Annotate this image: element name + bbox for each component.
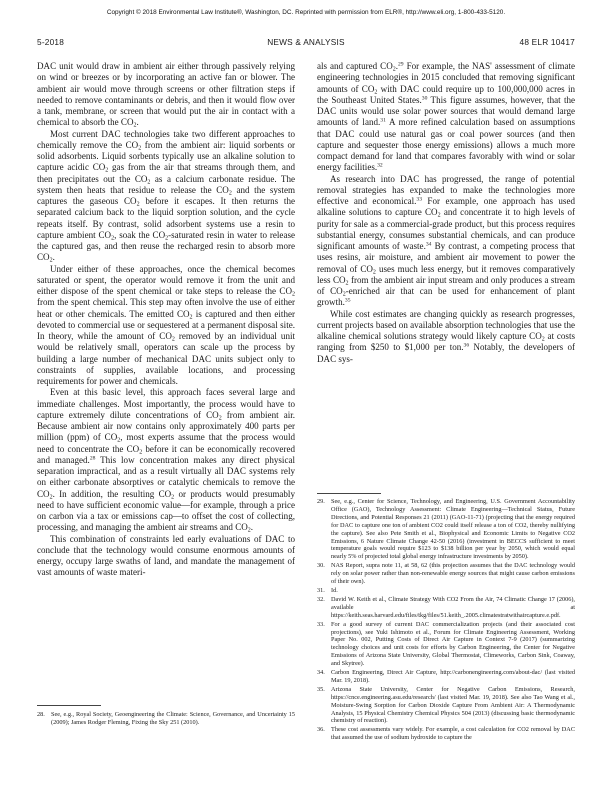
- paragraph: While cost estimates are changing quickly as research progresses, current projects based on available absorption technologies that use the alkaline chemical solutions strategy would likely capture $CO_2$ at costs ranging from $250 to $1,000 per ton.$^{36}$ Notably, the developers of DAC sys-: [317, 308, 575, 364]
- footnote: 28. See, e.g., Royal Society, Geoengineering the Climate: Science, Governance, and Uncertainty 15 (2009); James Rodger Fleming, Fixing the Sky 251 (2010).: [37, 711, 295, 726]
- footnote: 30. NAS Report, supra note 11, at 58, 62 (this projection assumes that the DAC technology would rely on solar power rather than non-renewable energy sources that might cause carbon emissions of their own).: [317, 562, 575, 586]
- footnotes-left: [37, 711, 295, 728]
- page-citation: 48 ELR 10417: [519, 37, 575, 47]
- paragraph: als and captured $CO_2.^{29}$ For example, the NAS' assessment of climate engineering technologies in 2015 concluded that removing significant amounts of $CO_2$ with DAC could require up to 100,000,000 acres in the Southeast United States.$^{30}$ This figure assumes, however, that the DAC units would use solar power sources that would demand large amounts of land.$^{31}$ A more refined calculation based on assumptions that DAC could use natural gas or coal power sources (and then capture and sequester those energy emissions) allows a much more compact demand for land that compares favorably with wind or solar energy facilities.$^{32}$: [317, 61, 576, 173]
- footnote: 29. See, e.g., Center for Science, Technology, and Engineering, U.S. Government Accountability Office (GAO), Technology Assessment: Climate Engineering—Technical Status, Future Directions, and Potential Responses 21 (2011) (GAO-11-71) (projecting that the energy required for DAC to capture one ton of ambient CO2 could itself release a ton of CO2, thereby nullifying the capture). See also Pete Smith et al., Biophysical and Economic Limits to Negative CO2 Emissions, 6 Nature Climate Change 42-50 (2016) (investment in BECCS sufficient to meet temperature goals would require $123 to $138 billion per year by 2050, which would equal nearly 5% of projected total global energy infrastructure investments by 2050).: [317, 498, 575, 561]
- journal-section-title: NEWS & ANALYSIS: [267, 37, 345, 47]
- paragraph: As research into DAC has progressed, the range of potential removal strategies has expanded to make the technologies more effective and economical.$^{33}$ For example, one approach has used alkaline solutions to capture $CO_2$ and concentrate it to high levels of purity for sale as a commercial-grade product, but this process requires substantial energy, consumes substantial chemicals, and can produce significant amounts of waste.$^{34}$ By contrast, a competing process that uses resins, air moisture, and ambient air movement to power the removal of $CO_2$ uses much less energy, but it removes comparatively less $CO_2$ from the ambient air input stream and only produces a stream of $CO_2$-enriched air that can be used for enhancement of plant growth.$^{35}$: [317, 173, 575, 308]
- footnote: 36. These cost assessments vary widely. For example, a cost calculation for CO2 removal by DAC that assumed the use of sodium hydroxide to capture the: [317, 726, 575, 742]
- left-column: [37, 61, 295, 579]
- footnote: 35. Arizona State University, Center for Negative Carbon Emissions, Research, https://cnce.engineering.asu.edu/research/ (last visited Mar. 19, 2018). See also Tao Wang et al., Moisture-Swing Sorption for Carbon Dioxide Capture From Ambient Air: A Thermodynamic Analysis, 15 Physical Chemistry Chemical Physics 504 (2013) (discussing basic thermodynamic chemistry of reaction).: [317, 685, 575, 725]
- footnote-ref[interactable]: 34: [425, 241, 432, 248]
- issue-date: 5-2018: [37, 37, 65, 47]
- footnote-ref[interactable]: 28: [89, 455, 96, 462]
- footnote-ref[interactable]: 35: [344, 297, 351, 304]
- paragraph: This combination of constraints led early evaluations of DAC to conclude that the technology would consume enormous amounts of energy, occupy large swaths of land, and mandate the management of vast amounts of waste materi-: [37, 533, 295, 578]
- footnote: 34. Carbon Engineering, Direct Air Capture, http://carbonengineering.com/about-dac/ (last visited Mar. 19, 2018).: [317, 669, 575, 684]
- paragraph: Under either of these approaches, once the chemical becomes saturated or spent, the operator would remove it from the unit and either dispose of the spent chemical or take steps to release the $CO_2$ from the spent chemical. This step may often involve the use of either heat or other chemicals. The emitted $CO_2$ is captured and then either devoted to commercial use or sequestered at a permanent disposal site. In theory, while the amount of $CO_2$ removed by an individual unit would be relatively small, operators can scale up the process by building a large number of mechanical DAC units subject only to constraints of supplies, available locations, and processing requirements for power and chemicals.: [37, 263, 295, 386]
- footnote: 33. For a good survey of current DAC commercialization projects (and their associated cost projections), see Yuki Ishimoto et al., Forum for Climate Engineering Assessment, Working Paper No. 002, Putting Costs of Direct Air Capture in Context 7-9 (2017) (summarizing technology choices and unit costs for efforts by Carbon Engineering, the Center for Negative Emissions of Arizona State University, Global Thermostat, Climeworks, Carbon Sink, Coaway, and Skytree).: [317, 620, 575, 668]
- footnote-ref[interactable]: 30: [421, 95, 428, 102]
- paragraph: Most current DAC technologies take two different approaches to chemically remove the $CO_2$ from the ambient air: liquid sorbents or solid adsorbents. Liquid sorbents typically use an alkaline solution to capture acidic $CO_2$ gas from the air that streams through them, and then precipitates out the $CO_2$ as a calcium carbonate residue. The system then heats that residue to release the $CO_2$ and the system captures the gaseous $CO_2$ before it escapes. It then returns the separated calcium back to the liquid sorption solution, and the cycle repeats itself. By contrast, solid adsorbent systems use a resin to capture ambient $CO_2$, soak the $CO_2$-saturated resin in water to release the captured gas, and then reuse the recharged resin to absorb more $CO_2$.: [37, 128, 296, 264]
- copyright-notice: Copyright © 2018 Environmental Law Institute®, Washington, DC. Reprinted with permission from ELR®, http://www.eli.org, 1-800-433-5120.: [106, 9, 506, 16]
- footnote-ref[interactable]: 32: [377, 162, 383, 169]
- page-header: [37, 37, 575, 49]
- footnote: 32. David W. Keith et al., Climate Strategy With CO2 From the Air, 74 Climatic Change 17 (2006), available at https://keith.seas.harvard.edu/files/tkg/files/51.keith_.2005.climatestratwithaircapture.e.pdf.: [317, 595, 575, 619]
- footnotes-right: [317, 498, 575, 743]
- footnote-divider: [317, 493, 381, 494]
- footnote-divider: [37, 705, 101, 706]
- footnote-ref[interactable]: 29: [398, 61, 404, 68]
- footnote-ref[interactable]: 33: [416, 196, 422, 203]
- footnote-ref[interactable]: 31: [380, 117, 386, 124]
- paragraph: Even at this basic level, this approach faces several large and immediate challenges. Most importantly, the process would have to capture extremely dilute concentrations of $CO_2$ from ambient air. Because ambient air now contains only approximately 400 parts per million (ppm) of $CO_2$, most experts assume that the process would need to concentrate the $CO_2$ before it can be economically recovered and managed.$^{28}$ This low concentration makes any direct physical separation impractical, and as a result virtually all DAC systems rely on either carbonate absorptives or catalytic chemicals to remove the $CO_2$. In addition, the resulting $CO_2$ or products would presumably need to have sufficient economic value—for example, through a price on carbon via a tax or emissions cap—to offset the cost of collecting, processing, and managing the ambient air streams and $CO_2$.: [37, 387, 295, 534]
- right-column: [317, 61, 575, 365]
- footnote-ref[interactable]: 36: [463, 342, 470, 349]
- footnote: 31. Id.: [317, 586, 338, 594]
- paragraph: DAC unit would draw in ambient air either through passively relying on wind or breezes or by incorporating an active fan or blower. The ambient air would move through screens or other filtration steps if needed to remove contaminants or debris, and then it would flow over a tank, membrane, or screen that would put the air in contact with a chemical to absorb the $CO_2$.: [37, 61, 295, 129]
